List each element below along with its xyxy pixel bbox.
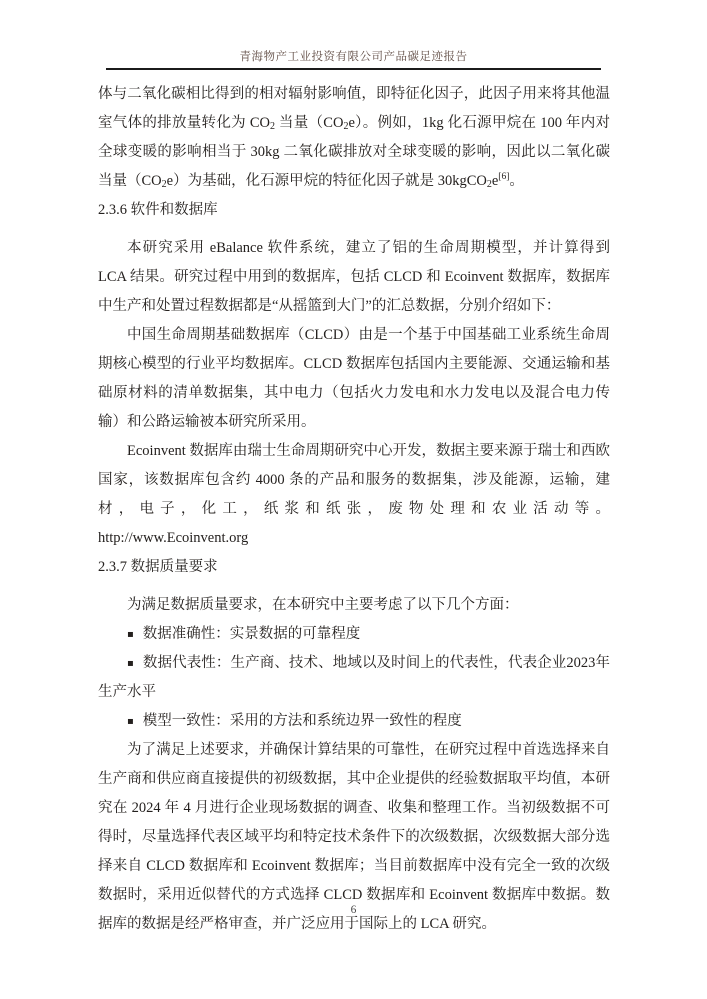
page-header [106,0,601,70]
bullet-square-icon: ▪ [127,716,134,727]
page-number: 6 [350,904,357,916]
paragraph: 为了满足上述要求，并确保计算结果的可靠性，在研究过程中首选选择来自生产商和供应商直接提供的初级数据，其中企业提供的经验数据取平均值，本研究在 2024 年 4 月进行企业现场数据的调查、收集和整理工作。当初级数据不可得时，尽量选择代表区域平均和特定技术条件下的次级数据，次级数据大部分选择来自 CLCD 数据库和 Ecoinvent 数据库；当目前数据库中没有完全一致的次级数据时，采用近似替代的方式选择 CLCD 数据库和 Ecoinvent 数据库中数据。数据库的数据是经严格审查，并广泛应用于国际上的 LCA 研究。 [98,742,610,932]
bullet-square-icon: ▪ [127,629,134,640]
document-body [98,80,610,939]
bullet-item: ▪ 模型一致性：采用的方法和系统边界一致性的程度 [127,713,462,729]
bullet-item: ▪ 数据准确性：实景数据的可靠程度 [127,626,361,642]
section-heading: 2.3.6 软件和数据库 [98,202,218,218]
paragraph: Ecoinvent 数据库由瑞士生命周期研究中心开发，数据主要来源于瑞士和西欧国家，该数据库包含约 4000 条的产品和服务的数据集，涉及能源，运输，建材，电子，化工，纸浆和纸张，废物处理和农业活动等。http://www.Ecoinvent.org [98,443,610,546]
bullet-item: ▪ 数据代表性：生产商、技术、地域以及时间上的代表性，代表企业2023年生产水平 [98,655,611,700]
paragraph: 为满足数据质量要求，在本研究中主要考虑了以下几个方面： [127,597,519,613]
bullet-square-icon: ▪ [127,658,134,669]
paragraph: 中国生命周期基础数据库（CLCD）由是一个基于中国基础工业系统生命周期核心模型的行业平均数据库。CLCD 数据库包括国内主要能源、交通运输和基础原材料的清单数据集，其中电力（包括火力发电和水力发电以及混合电力传输）和公路运输被本研究所采用。 [98,327,610,430]
header-title: 青海物产工业投资有限公司产品碳足迹报告 [239,51,468,63]
paragraph: 本研究采用 eBalance 软件系统，建立了铝的生命周期模型，并计算得到 LCA 结果。研究过程中用到的数据库，包括 CLCD 和 Ecoinvent 数据库，数据库中生产和处置过程数据都是“从摇篮到大门”的汇总数据，分别介绍如下： [98,240,610,314]
section-heading: 2.3.7 数据质量要求 [98,559,218,575]
page-footer [0,904,707,916]
paragraph: 体与二氧化碳相比得到的相对辐射影响值，即特征化因子，此因子用来将其他温室气体的排放量转化为 $CO_2$ 当量$(CO_2e)$。例如，1kg 化石源甲烷在 100 年内对全球变暖的影响相当于 30kg 二氧化碳排放对全球变暖的影响，因此以二氧化碳当量$(CO_2e)$为基础，化石源甲烷的特征化因子就是 30kgCO$_2$e[6]。 [98,86,610,190]
